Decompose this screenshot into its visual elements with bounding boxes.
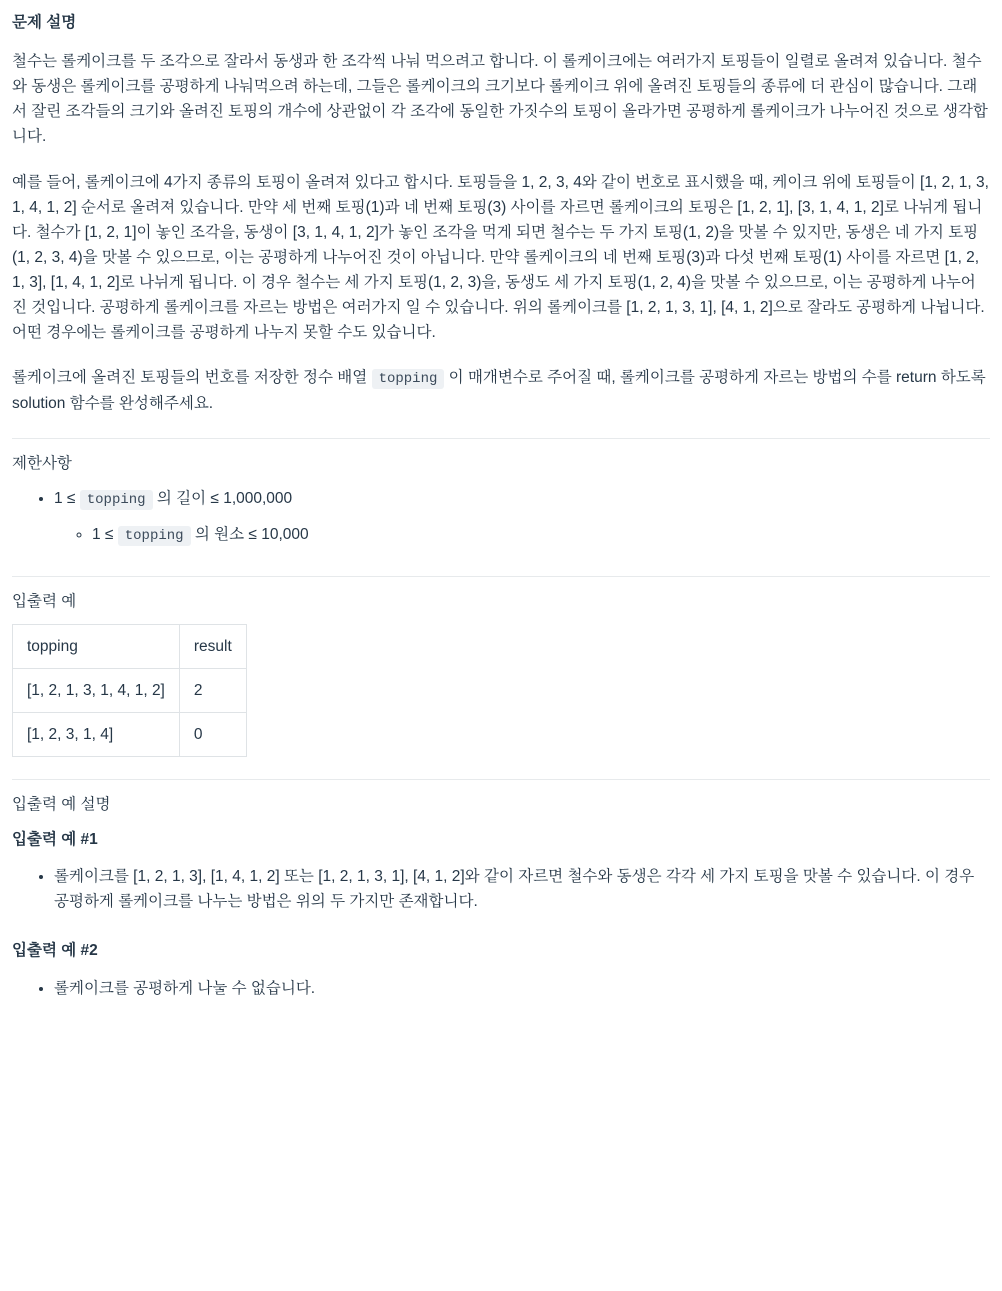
problem-paragraph-3 <box>12 365 990 416</box>
io-explanation-section <box>12 780 990 1029</box>
topping-code-token: topping <box>118 526 191 546</box>
constraints-sublist <box>54 522 990 548</box>
problem-paragraph-3-post: 이 매개변수로 주어질 때, 롤케이크를 공평하게 자르는 방법의 수를 return 하도록 solution 함수를 완성해주세요. <box>12 369 986 412</box>
topping-code-token: topping <box>372 369 445 389</box>
topping-code-token: topping <box>80 490 153 510</box>
list-item <box>92 522 990 548</box>
io-example-table-body <box>13 668 247 756</box>
constraint-1-pre: 1 ≤ <box>54 490 80 508</box>
list-item: • 롤케이크를 [1, 2, 1, 3], [1, 4, 1, 2] 또는 [1, 2, 1, 3, 1], [4, 1, 2]와 같이 자르면 철수와 동생은 각각 세 가지 토핑을 맛볼 수 있습니다. 이 경우 공평하게 롤케이크를 나누는 방법은 위의 두 가지만 존재합니다. <box>54 864 990 914</box>
problem-description-section <box>12 0 990 438</box>
problem-paragraph-1: 철수는 롤케이크를 두 조각으로 잘라서 동생과 한 조각씩 나눠 먹으려고 합니다. 이 롤케이크에는 여러가지 토핑들이 일렬로 올려져 있습니다. 철수와 동생은 롤케이크를 공평하게 나눠먹으려 하는데, 그들은 롤케이크의 크기보다 롤케이크 위에 올려진 토핑들의 종류에 더 관심이 많습니다. 그래서 잘린 조각들의 크기와 올려진 토핑의 개수에 상관없이 각 조각에 동일한 가짓수의 토핑이 올라가면 공평하게 롤케이크가 나누어진 것으로 생각합니다. <box>12 53 988 146</box>
table-row <box>13 624 247 668</box>
constraint-2-pre: 1 ≤ <box>92 525 118 543</box>
io-example-section <box>12 577 990 779</box>
cell-result: 0 <box>179 712 246 756</box>
list-item <box>54 486 990 547</box>
io-example-table-head <box>13 624 247 668</box>
io-example-title: 입출력 예 <box>12 592 77 610</box>
cell-result: 2 <box>179 668 246 712</box>
io-explanation-example-2-heading: 입출력 예 #2 <box>12 942 98 960</box>
io-explanation-example-2-list <box>12 976 990 1001</box>
cell-topping: [1, 2, 3, 1, 4] <box>13 712 180 756</box>
cell-topping: [1, 2, 1, 3, 1, 4, 1, 2] <box>13 668 180 712</box>
problem-paragraph-3-pre: 롤케이크에 올려진 토핑들의 번호를 저장한 정수 배열 <box>12 369 372 387</box>
constraints-section <box>12 439 990 575</box>
constraint-2-post: 의 원소 ≤ 10,000 <box>190 525 309 543</box>
column-header-result: result <box>179 624 246 668</box>
constraints-title: 제한사항 <box>12 455 72 473</box>
io-explanation-example-1-list <box>12 864 990 914</box>
table-row <box>13 712 247 756</box>
constraint-1-post: 의 길이 ≤ 1,000,000 <box>152 490 293 508</box>
io-explanation-example-1-heading: 입출력 예 #1 <box>12 831 98 849</box>
constraints-list <box>12 486 990 547</box>
list-item: • 롤케이크를 공평하게 나눌 수 없습니다. <box>54 976 990 1001</box>
column-header-topping: topping <box>13 624 180 668</box>
io-explanation-title: 입출력 예 설명 <box>12 795 111 813</box>
problem-paragraph-2: 예를 들어, 롤케이크에 4가지 종류의 토핑이 올려져 있다고 합시다. 토핑들을 1, 2, 3, 4와 같이 번호로 표시했을 때, 케이크 위에 토핑들이 [1, 2, 1, 3, 1, 4, 1, 2] 순서로 올려져 있습니다. 만약 세 번째 토핑(1)과 네 번째 토핑(3) 사이를 자르면 롤케이크의 토핑은 [1, 2, 1], [3, 1, 4, 1, 2]로 나뉘게 됩니다. 철수가 [1, 2, 1]이 놓인 조각을, 동생이 [3, 1, 4, 1, 2]가 놓인 조각을 먹게 되면 철수는 두 가지 토핑(1, 2)을 맛볼 수 있지만, 동생은 네 가지 토핑(1, 2, 3, 4)을 맛볼 수 있으므로, 이는 공평하게 나누어진 것이 아닙니다. 만약 롤케이크의 네 번째 토핑(3)과 다섯 번째 토핑(1) 사이를 자르면 [1, 2, 1, 3], [1, 4, 1, 2]로 나뉘게 됩니다. 이 경우 철수는 세 가지 토핑(1, 2, 3)을, 동생도 세 가지 토핑(1, 2, 4)을 맛볼 수 있으므로, 이는 공평하게 나누어진 것입니다. 공평하게 롤케이크를 자르는 방법은 여러가지 일 수 있습니다. 위의 롤케이크를 [1, 2, 1, 3, 1], [4, 1, 2]으로 잘라도 공평하게 나뉩니다. 어떤 경우에는 롤케이크를 공평하게 나누지 못할 수도 있습니다. <box>12 173 989 342</box>
table-row <box>13 668 247 712</box>
io-example-table <box>12 624 247 757</box>
problem-description-title: 문제 설명 <box>12 14 77 31</box>
